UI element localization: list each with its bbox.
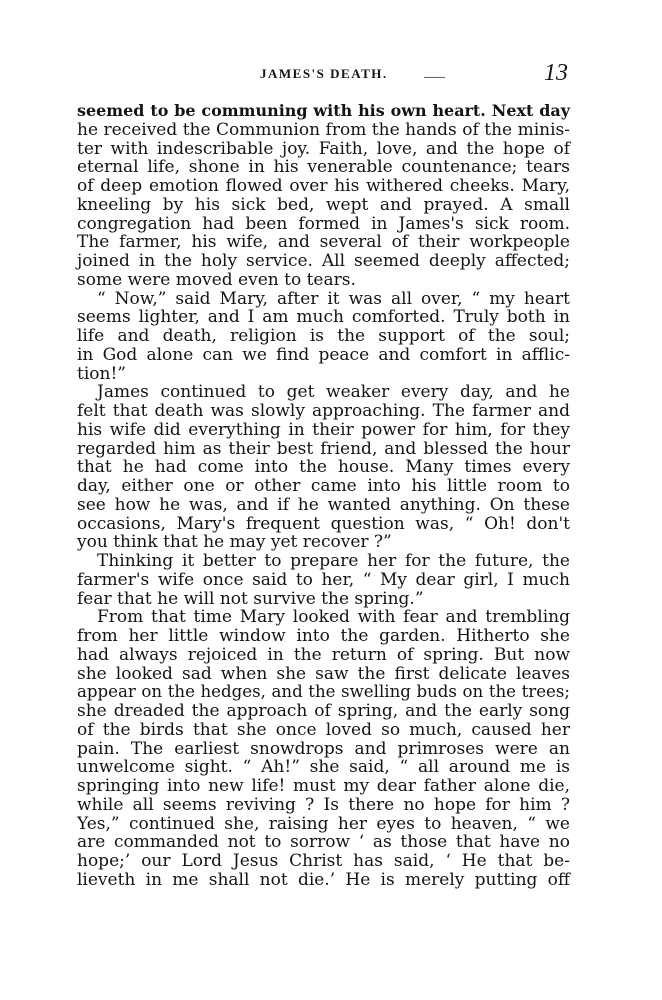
text-line: he received the Communion from the hands of the minis- bbox=[77, 119, 570, 140]
text-line: from her little window into the garden. Hitherto she bbox=[77, 626, 570, 646]
text-line: hope;’ our Lord Jesus Christ has said, ‘ He that be- bbox=[77, 851, 570, 871]
text-line: unwelcome sight. “ Ah!” she said, “ all around me is bbox=[77, 757, 570, 778]
text-line: you think that he may yet recover ?” bbox=[77, 532, 392, 553]
text-line: From that time Mary looked with fear and trembling bbox=[97, 607, 570, 628]
running-head bbox=[72, 60, 572, 90]
text-line: some were moved even to tears. bbox=[77, 269, 356, 290]
text-line: tion!” bbox=[77, 363, 126, 384]
text-line: ter with indescribable joy. Faith, love, and the hope of bbox=[77, 138, 570, 159]
text-line: day, either one or other came into his little room to bbox=[77, 476, 570, 496]
text-line: in God alone can we find peace and comfort in afflic- bbox=[77, 344, 570, 365]
text-line: Thinking it better to prepare her for the future, the bbox=[97, 551, 570, 571]
text-line: Yes,” continued she, raising her eyes to heaven, “ we bbox=[77, 813, 570, 834]
body-text bbox=[77, 102, 570, 890]
text-line: “ Now,” said Mary, after it was all over, “ my heart bbox=[97, 288, 570, 309]
text-line: regarded him as their best friend, and blessed the hour bbox=[77, 438, 570, 459]
text-line: that he had come into the house. Many times every bbox=[77, 457, 570, 478]
text-line: The farmer, his wife, and several of their workpeople bbox=[77, 232, 570, 253]
text-line: of deep emotion flowed over his withered cheeks. Mary, bbox=[77, 176, 570, 196]
header-ornament: ___ bbox=[424, 65, 445, 80]
text-line: joined in the holy service. All seemed deeply affected; bbox=[77, 251, 570, 271]
text-line: springing into new life! must my dear father alone die, bbox=[77, 776, 570, 796]
text-line: lieveth in me shall not die.’ He is merely putting off bbox=[77, 869, 570, 890]
page-number: 13 bbox=[544, 60, 568, 86]
text-line: she looked sad when she saw the first delicate leaves bbox=[77, 663, 570, 684]
text-line: life and death, religion is the support of the soul; bbox=[77, 326, 570, 346]
text-line: seems lighter, and I am much comforted. Truly both in bbox=[77, 307, 570, 328]
text-line: James continued to get weaker every day, and he bbox=[97, 382, 570, 403]
text-line: seemed to be communing with his own heart. Next day bbox=[77, 101, 570, 120]
text-line: pain. The earliest snowdrops and primroses were an bbox=[77, 738, 570, 759]
text-line: she dreaded the approach of spring, and the early song bbox=[77, 701, 570, 721]
chapter-title: JAMES'S DEATH. bbox=[260, 66, 388, 81]
text-line: eternal life, shone in his venerable countenance; tears bbox=[77, 157, 570, 178]
text-line: farmer's wife once said to her, “ My dear girl, I much bbox=[77, 569, 570, 590]
text-line: occasions, Mary's frequent question was, “ Oh! don't bbox=[77, 513, 570, 534]
text-line: his wife did everything in their power for him, for they bbox=[77, 419, 570, 440]
text-line: are commanded not to sorrow ‘ as those that have no bbox=[77, 832, 570, 853]
text-line: kneeling by his sick bed, wept and prayed. A small bbox=[77, 194, 570, 215]
text-line: while all seems reviving ? Is there no hope for him ? bbox=[77, 794, 570, 815]
text-line: had always rejoiced in the return of spring. But now bbox=[77, 644, 570, 665]
text-line: fear that he will not survive the spring.” bbox=[77, 588, 424, 609]
text-line: appear on the hedges, and the swelling buds on the trees; bbox=[77, 682, 570, 702]
text-line: see how he was, and if he wanted anything. On these bbox=[77, 494, 570, 515]
text-line: felt that death was slowly approaching. The farmer and bbox=[77, 401, 570, 421]
text-line: of the birds that she once loved so much, caused her bbox=[77, 719, 570, 740]
text-line: congregation had been formed in James's sick room. bbox=[77, 213, 570, 234]
